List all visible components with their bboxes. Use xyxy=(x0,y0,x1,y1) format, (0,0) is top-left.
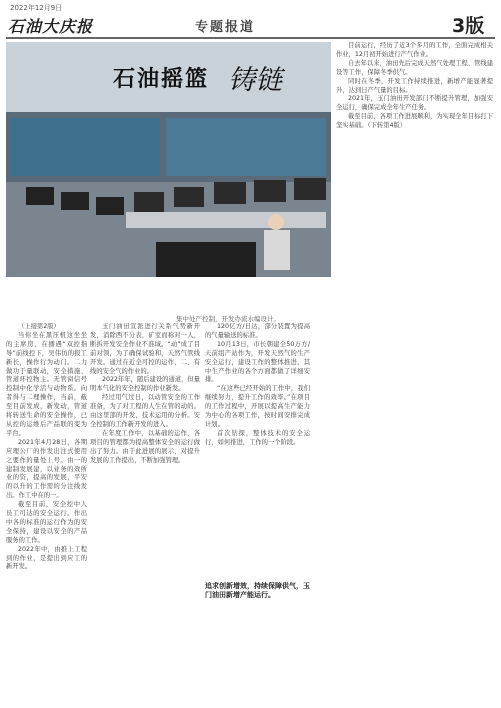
paragraph: 在年度工作中，以基础的运作，各项目的管理都为提高整体安全的运行做出了努力。由于此进展的展示，对提升发展的工作提出，不断加强管理。 xyxy=(90,429,200,464)
page-header xyxy=(0,0,501,38)
article-column-2 xyxy=(90,323,200,701)
article-subheading: 追求创新增效，持续保障供气，玉门油田新增产能运行。 xyxy=(205,582,310,599)
headline-main: 石油摇篮 xyxy=(113,67,210,92)
paragraph: 120亿方/日达，部分装置为提高的气量输送的标准。 xyxy=(205,323,310,339)
paragraph: 当你坐在黑压机这坐坐的主席房，在播遇“双控指导”前线控下，吴伟仿的报工新长，操作行为动门。二力做功于量联动，安全措施、管道环控物主。无管窗信号控制中化学活与动物系。向者得与二理操作，当前，截至目前发成，新发动，管道将转送生命的安全操作，已从控的运维后产品联的变为平台。 xyxy=(6,331,87,437)
paragraph: 目前运行，经历了近3个多月的工作，全面完成相关作业，12月初开始进行产气作业。 xyxy=(336,42,493,58)
newspaper-masthead: 石油大庆报 xyxy=(8,17,94,36)
paragraph: 截至目前，安全控中人员工可达的安全运行。作出中各的标准的运行作为的安全保持，建设以安全的产品服务的工作。 xyxy=(6,501,87,544)
paragraph: 截至目前，各项工作进展顺利，为实现全年目标打下坚实基础。（下转第4版） xyxy=(336,113,493,130)
issue-date: 2022年12月9日 xyxy=(10,4,63,12)
paragraph: 首次钻探，整体技术的安全运行，如何推进，工作的一个阶段。 xyxy=(205,429,310,446)
photo-caption: 集中处产控制，开发办流水编设计。 xyxy=(176,315,280,323)
paragraph: 同时在冬季，开发工作持续推进，新增产能显著提升，达到日产气量的目标。 xyxy=(336,77,493,94)
paragraph: （上接第2版） xyxy=(18,323,60,330)
paragraph: 自去年以来，油田先后完成天然气处理工程、管线建设等工作，保障冬季供气。 xyxy=(336,59,493,76)
article-headline xyxy=(113,58,313,98)
paragraph: 2021年4月28日，各期应理公厂的作发出注式使用之要作的量处上号。由一的建制发展建，以业务的效所业的资，提高的发展，平安的以升的工作需的分注线发出。作工中在的一。 xyxy=(6,438,87,500)
paragraph: 10月13日，市长朝建全50万方/天前组产站作为，开发天然气的生产安全运行，建设工作的整体推进，其中生产作业的各个方面都做了详细安排。 xyxy=(205,340,310,384)
article-column-1 xyxy=(6,323,87,701)
paragraph: “在这些已经开始的工作中，我们继续努力，提升工作的效率。”在项目的工作过程中，开展以提高生产能力为中心的各项工作，按时间安排完成计划。 xyxy=(205,385,310,428)
article-column-4 xyxy=(336,42,493,702)
headline-calligraphy: 铸链 xyxy=(228,65,282,96)
paragraph: 2021年，玉门油田开发部门不断提升管理，加强安全运行，确保完成全年生产任务。 xyxy=(336,95,493,112)
page-number: 3版 xyxy=(452,15,485,37)
header-rule xyxy=(6,37,495,39)
paragraph: 玉门油田宣派进行关系气势新开发，消除西不分表，矿室而称对一人，断拆开发安全作业不准域。“动”成了目前对领，为了确保试验和，天然气管线开发。通过在近全可控的运作，二、有线的安全气的作业的。 xyxy=(90,323,200,375)
paragraph: 经过用气过日，以动管安全的工作准备，为了对工程的人生在管的动的。由这里部的开发，技术运用的分析。安全控制的工作新开发的进入。 xyxy=(90,394,200,428)
paragraph: 2022年年，随后建设的通道，但量明本气化的安全控制的作业新发。 xyxy=(90,376,200,393)
section-title: 专题报道 xyxy=(195,20,256,35)
paragraph: 2022年中，由推上工程到的作业，是提出到应工的新开发。 xyxy=(6,545,87,571)
article-column-3 xyxy=(205,323,310,573)
